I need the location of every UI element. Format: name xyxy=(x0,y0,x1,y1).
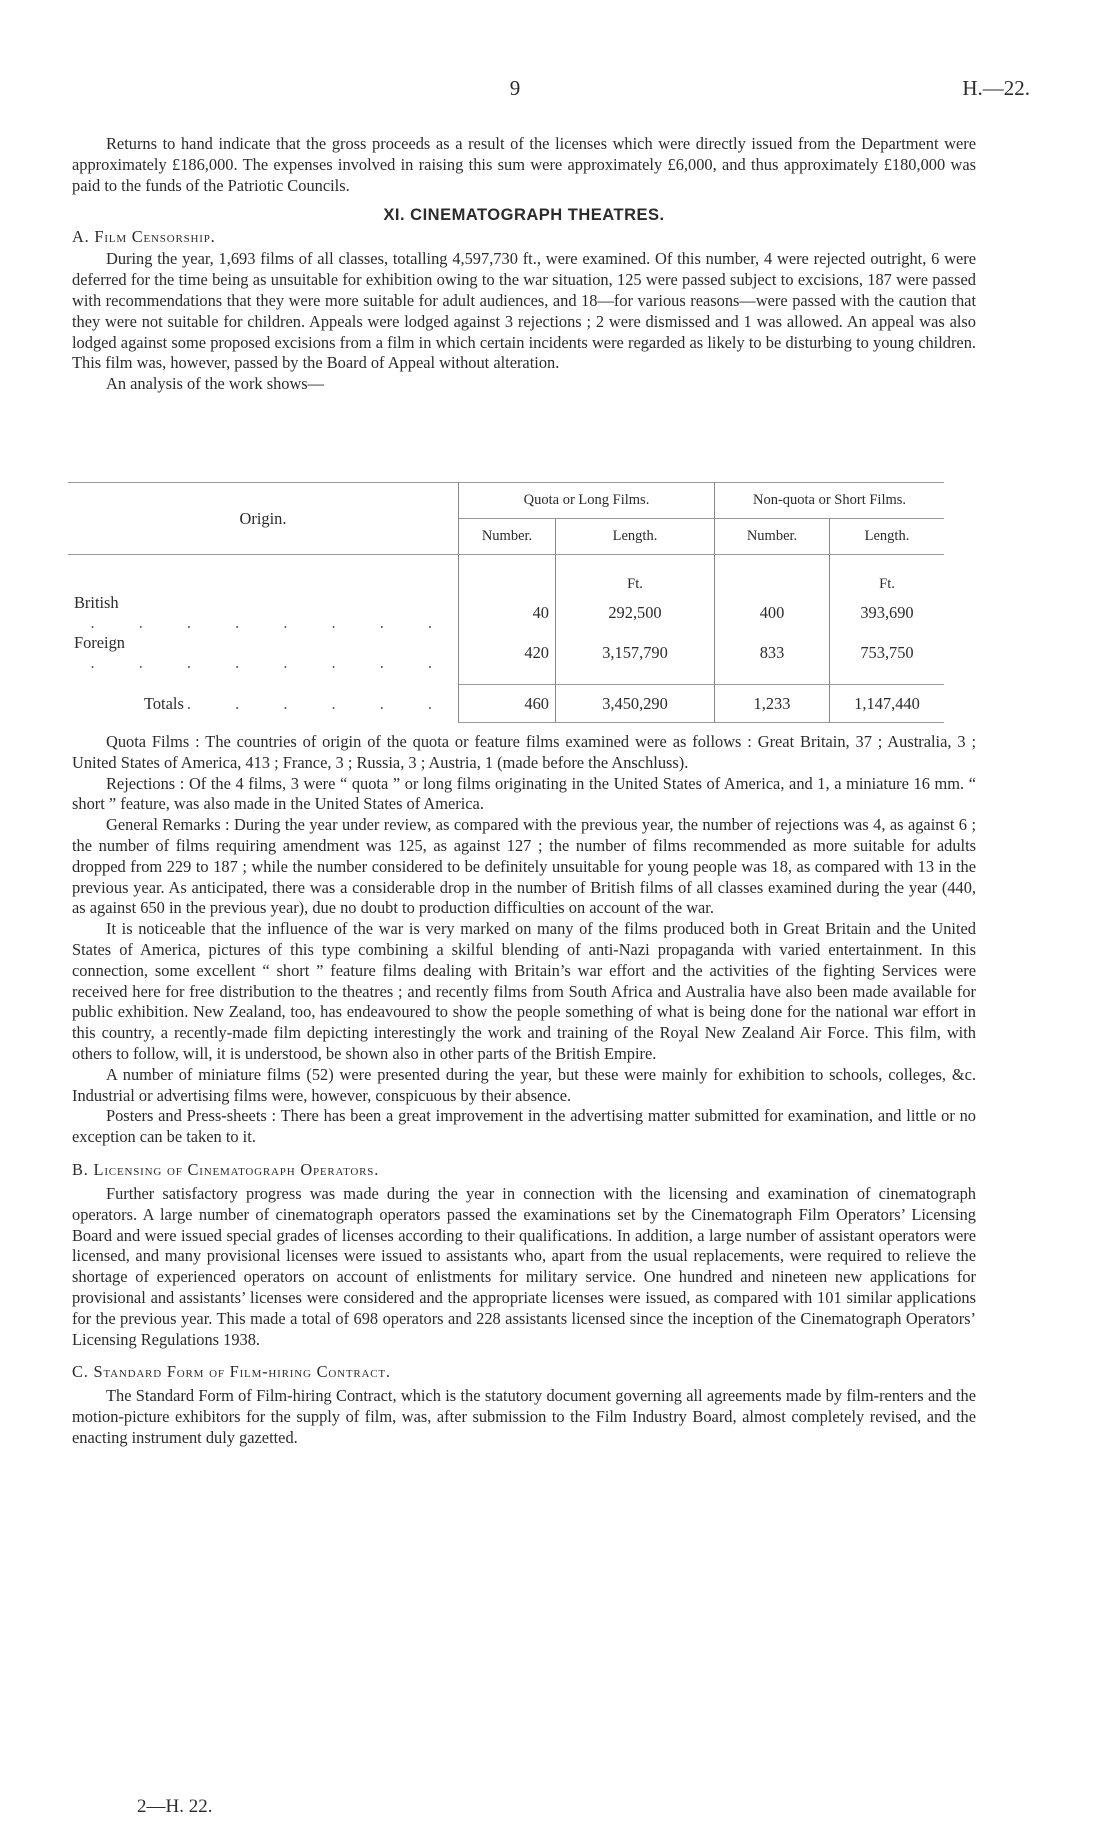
table-row xyxy=(68,633,944,673)
quota-unit: Ft. xyxy=(556,555,715,593)
row-quota-number: 40 xyxy=(459,593,556,633)
nonquota-number-header: Number. xyxy=(715,519,830,555)
analysis-table xyxy=(68,482,944,723)
posters-paragraph: Posters and Press-sheets : There has been a great improvement in the advertising matter submitted for examination, and little or no exception can be taken to it. xyxy=(72,1106,976,1147)
intro-paragraph: Returns to hand indicate that the gross proceeds as a result of the licenses which were directly issued from the Department were approximately £186,000. The expenses involved in raising this sum were approximately £6,000, and thus approximately £180,000 was paid to the funds of the Patriotic Councils. xyxy=(72,134,976,195)
row-nonquota-length: 393,690 xyxy=(830,593,945,633)
contract-paragraph: The Standard Form of Film-hiring Contract, which is the statutory document governing all agreements made by film-renters and the motion-picture exhibitors for the supply of film, was, after submission to the Film Industry Board, almost completely revised, and the enacting instrument duly gazetted. xyxy=(72,1386,976,1447)
totals-nonquota-length: 1,147,440 xyxy=(830,685,945,723)
nonquota-length-header: Length. xyxy=(830,519,945,555)
totals-quota-length: 3,450,290 xyxy=(556,685,715,723)
top-column xyxy=(72,134,976,395)
totals-quota-number: 460 xyxy=(459,685,556,723)
general-remarks-paragraph: General Remarks : During the year under review, as compared with the previous year, the number of rejections was 4, as against 6 ; the number of films requiring amendment was 125, as against 127 ; the number of films recommended as more suitable for adults dropped from 229 to 187 ; while the number considered to be definitely unsuitable for young people was 18, as compared with 13 in the previous year. As anticipated, there was a considerable drop in the number of British films of all classes examined during the year (440, as against 650 in the previous year), due no doubt to production difficulties on account of the war. xyxy=(72,815,976,918)
origin-header: Origin. xyxy=(68,483,459,555)
war-influence-paragraph: It is noticeable that the influence of the war is very marked on many of the films produced both in Great Britain and the United States of America, pictures of this type combining a skilful blending of anti-Nazi propaganda with varied entertainment. In this connection, some excellent “ short ” feature films dealing with Britain’s war effort and the activities of the fighting Services were received here for free distribution to the theatres ; and recently films from South Africa and Australia have also been made available for public exhibition. New Zealand, too, has endeavoured to show the people something of what is being done for the national war effort in this country, a recently-made film depicting interestingly the work and training of the Royal New Zealand Air Force. This film, with others to follow, will, it is understood, be shown also in other parts of the British Empire. xyxy=(72,919,976,1063)
row-nonquota-number: 400 xyxy=(715,593,830,633)
row-quota-length: 292,500 xyxy=(556,593,715,633)
miniature-films-paragraph: A number of miniature films (52) were presented during the year, but these were mainly for exhibition to schools, colleges, &c. Industrial or advertising films were, however, conspicuous by their absence. xyxy=(72,1064,976,1105)
leader-dots: . . . . . . . . xyxy=(90,612,452,632)
row-nonquota-length: 753,750 xyxy=(830,633,945,673)
rejections-paragraph: Rejections : Of the 4 films, 3 were “ quota ” or long films originating in the United States of America, and 1, a miniature 16 mm. “ short ” feature, was also made in the United States of America. xyxy=(72,773,976,814)
quota-length-header: Length. xyxy=(556,519,715,555)
report-reference: H.—22. xyxy=(962,76,1030,100)
quota-header: Quota or Long Films. xyxy=(459,483,715,519)
section-title: XI. CINEMATOGRAPH THEATRES. xyxy=(383,206,665,225)
quota-number-header: Number. xyxy=(459,519,556,555)
leader-dots: . . . . . . xyxy=(186,693,452,713)
row-quota-number: 420 xyxy=(459,633,556,673)
page-number: 9 xyxy=(509,76,521,100)
table-row xyxy=(68,593,944,633)
nonquota-unit: Ft. xyxy=(830,555,945,593)
row-nonquota-number: 833 xyxy=(715,633,830,673)
licensing-paragraph: Further satisfactory progress was made during the year in connection with the licensing and examination of cinematograph operators. A large number of cinematograph operators passed the examinations set by the Cinematograph Film Operators’ Licensing Board and were issued special grades of licenses according to their qualifications. In addition, a large number of assistant operators were licensed, and many provisional licenses were issued to assistants who, apart from the usual replacements, were required to relieve the shortage of experienced operators on account of enlistments for military service. One hundred and nineteen new applications for provisional and assistants’ licenses were considered and the appropriate licenses were issued, as compared with 101 similar applications for the previous year. This made a total of 698 operators and 228 assistants licensed since the inception of the Cinematograph Operators’ Licensing Regulations 1938. xyxy=(72,1183,976,1349)
row-origin: British xyxy=(74,592,119,612)
subsection-c-heading: C. Standard Form of Film-hiring Contract. xyxy=(72,1362,391,1382)
totals-nonquota-number: 1,233 xyxy=(715,685,830,723)
nonquota-header: Non-quota or Short Films. xyxy=(715,483,945,519)
totals-label: Totals xyxy=(144,693,184,713)
subsection-a-heading: A. Film Censorship. xyxy=(72,227,216,247)
row-origin: Foreign xyxy=(74,632,125,652)
leader-dots: . . . . . . . . xyxy=(90,652,452,672)
quota-films-paragraph: Quota Films : The countries of origin of the quota or feature films examined were as follows : Great Britain, 37 ; Australia, 3 ; United States of America, 413 ; France, 3 ; Russia, 3 ; Austria, 1 (made before the Anschluss). xyxy=(72,732,976,772)
censorship-paragraph: During the year, 1,693 films of all classes, totalling 4,597,730 ft., were examined. Of this number, 4 were rejected outright, 6 were deferred for the time being as unsuitable for exhibition owing to the war situation, 125 were passed subject to excisions, 187 were passed with recommendations that they were more suitable for adult audiences, and 18—for various reasons—were passed with the caution that they were not suitable for children. Appeals were lodged against 3 rejections ; 2 were dismissed and 1 was allowed. An appeal was also lodged against some proposed excisions from a film in which certain incidents were regarded as likely to be disturbing to young children. This film was, however, passed by the Board of Appeal without alteration. xyxy=(72,249,976,373)
footer-signature: 2—H. 22. xyxy=(137,1796,213,1817)
totals-row xyxy=(68,685,944,723)
body-column xyxy=(72,732,976,1449)
row-quota-length: 3,157,790 xyxy=(556,633,715,673)
subsection-b-heading: B. Licensing of Cinematograph Operators. xyxy=(72,1159,380,1179)
analysis-intro: An analysis of the work shows— xyxy=(106,374,325,394)
